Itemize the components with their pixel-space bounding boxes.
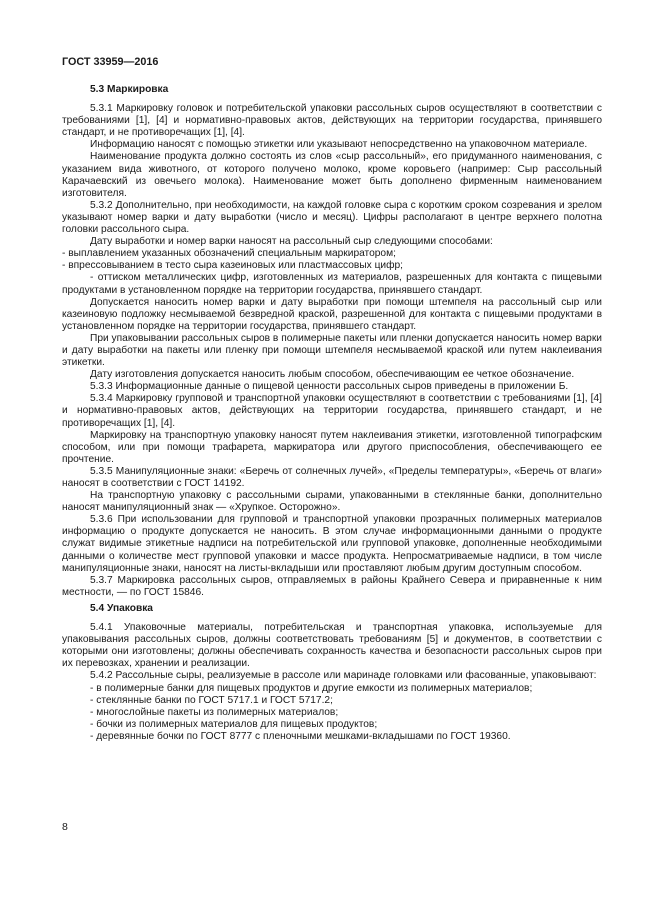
paragraph: На транспортную упаковку с рассольными сырами, упакованными в стеклянные банки, дополнительно наносят манипуляционный знак — «Хрупкое. Осторожно». <box>62 490 602 514</box>
paragraph: Допускается наносить номер варки и дату выработки при помощи штемпеля на рассольный сыр или казеиновую подложку несмываемой безвредной краской, разрешенной для контакта с пищевыми продуктами в установленном порядке на территории государства, принявшего стандарт. <box>62 296 602 332</box>
paragraph: Наименование продукта должно состоять из слов «сыр рассольный», его придуманного наименования, с указанием вида животного, от которого получено молоко, кроме коровьего (например: Сыр рассольный Карачаевский из овечьего молока). Наименование может быть дополнено фирменным наименованием изготовителя. <box>62 151 602 199</box>
paragraph: При упаковывании рассольных сыров в полимерные пакеты или пленки допускается наносить номер варки и дату выработки на пакеты или пленку при помощи штемпеля несмываемой краской или путем наклеивания этикетки. <box>62 332 602 369</box>
list-item: - стеклянные банки по ГОСТ 5717.1 и ГОСТ 5717.2; <box>90 694 333 706</box>
paragraph: 5.3.1 Маркировку головок и потребительской упаковки рассольных сыров осуществляют в соответствии с требованиями [1], [4] и нормативно-правовых актов, действующих на территории государства, принявшего стандарт, и не противоречащих [1], [4]. <box>62 103 602 139</box>
list-item: - бочки из полимерных материалов для пищевых продуктов; <box>90 718 378 730</box>
paragraph: Дату изготовления допускается наносить любым способом, обеспечивающим ее четкое обозначение. <box>90 369 575 381</box>
paragraph: 5.3.5 Манипуляционные знаки: «Беречь от солнечных лучей», «Пределы температуры», «Беречь от влаги» наносят в соответствии с ГОСТ 14192. <box>62 465 602 489</box>
section-heading: 5.3 Маркировка <box>90 84 169 95</box>
list-item: - оттиском металлических цифр, изготовленных из материалов, разрешенных для контакта с пищевыми продуктами в установленном порядке на территории государства, принявшего стандарт. <box>62 272 602 296</box>
paragraph: 5.3.7 Маркировка рассольных сыров, отправляемых в районы Крайнего Севера и приравненные к ним местности, — по ГОСТ 15846. <box>62 574 602 598</box>
list-item: - выплавлением указанных обозначений специальным маркиратором; <box>62 248 396 260</box>
list-item: - деревянные бочки по ГОСТ 8777 с пленочными мешками-вкладышами по ГОСТ 19360. <box>90 730 511 742</box>
paragraph: 5.4.1 Упаковочные материалы, потребительская и транспортная упаковка, используемые для упаковывания рассольных сыров, должны соответствовать требованиям [5] и документов, в соответствии с которыми они изготовлены; должны обеспечивать сохранность качества и безопасности рассольных сыров при их перевозках, хранении и реализации. <box>62 622 602 670</box>
paragraph: 5.3.4 Маркировку групповой и транспортной упаковки осуществляют в соответствии с требованиями [1], [4] и нормативно-правовых актов, действующих на территории государства, принявшего стандарт, и не противоречащих [1], [4]. <box>62 393 602 429</box>
list-item: - многослойные пакеты из полимерных материалов; <box>90 706 339 718</box>
paragraph: 5.3.6 При использовании для групповой и транспортной упаковки прозрачных полимерных материалов информацию о продукте допускается не наносить. В этом случае информационными данными о продукте служат видимые этикетные надписи на потребительской или групповой упаковке, дополненные необходимыми данными о количестве мест групповой упаковки и массе продукта. Непросматриваемые надписи, в том числе манипуляционные знаки, наносят на листы-вкладыши или проставляют любым другим доступным способом. <box>62 514 602 574</box>
paragraph: Маркировку на транспортную упаковку наносят путем наклеивания этикетки, изготовленной типографским способом, или при помощи трафарета, маркиратора или другого приспособления, обеспечивающего ее прочтение. <box>62 429 602 465</box>
doc-header: ГОСТ 33959—2016 <box>62 56 159 68</box>
paragraph: Дату выработки и номер варки наносят на рассольный сыр следующими способами: <box>90 236 493 248</box>
paragraph: 5.3.3 Информационные данные о пищевой ценности рассольных сыров приведены в приложении Б. <box>90 381 569 393</box>
document-body <box>62 84 602 743</box>
paragraph: 5.4.2 Рассольные сыры, реализуемые в рассоле или маринаде головками или фасованные, упаковывают: <box>90 670 597 682</box>
section-heading: 5.4 Упаковка <box>90 602 153 614</box>
paragraph: 5.3.2 Дополнительно, при необходимости, на каждой головке сыра с коротким сроком созревания и зрелом указывают номер варки и дату выработки (число и месяц). Цифры располагают в центре верхнего полотна головки рассольного сыра. <box>62 199 602 236</box>
list-item: - в полимерные банки для пищевых продуктов и другие емкости из полимерных материалов; <box>90 682 533 694</box>
paragraph: Информацию наносят с помощью этикетки или указывают непосредственно на упаковочном материале. <box>90 139 588 151</box>
list-item: - впрессовыванием в тесто сыра казеиновых или пластмассовых цифр; <box>62 260 403 272</box>
page-number: 8 <box>62 821 68 833</box>
